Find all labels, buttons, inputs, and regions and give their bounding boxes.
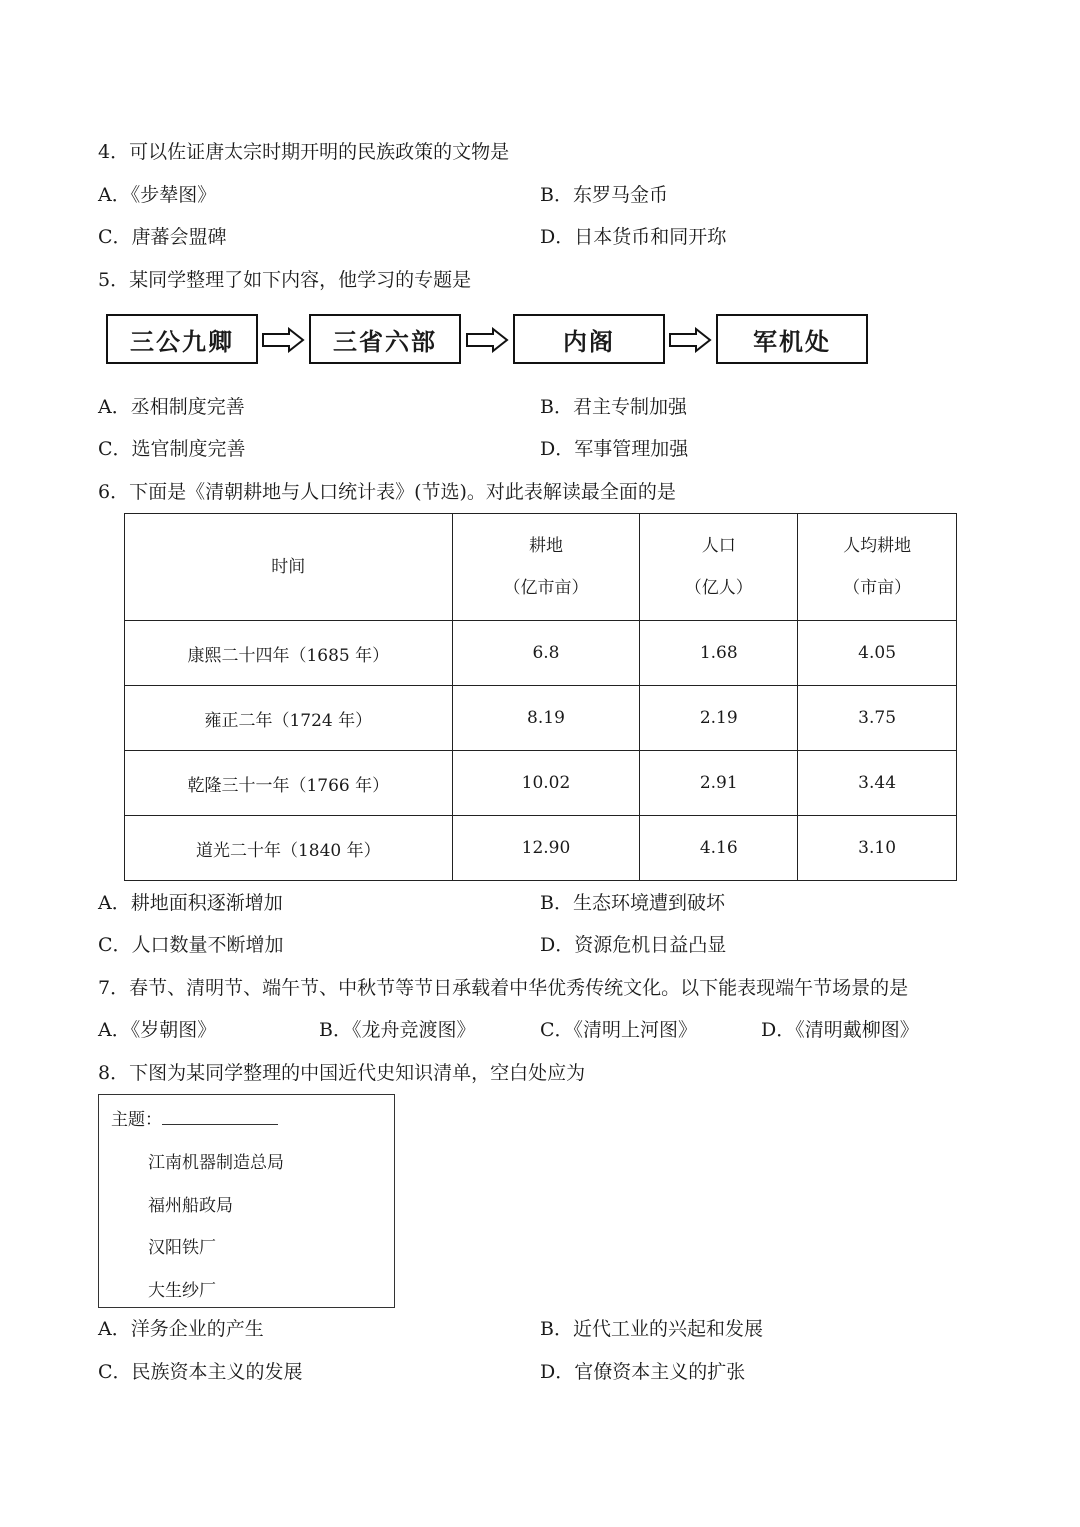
q4-option-a[interactable]: A．《步辇图》	[98, 184, 217, 206]
header-cell-per-capita: 人均耕地 （市亩）	[798, 514, 957, 621]
q4-option-d[interactable]: D．日本货币和同开珎	[540, 226, 727, 248]
cell-time: 康熙二十四年（1685 年）	[125, 621, 453, 686]
cell-time: 雍正二年（1724 年）	[125, 686, 453, 751]
knowledge-checklist-box	[98, 1094, 395, 1308]
cell-land: 12.90	[452, 816, 640, 881]
q8-option-a[interactable]: A．洋务企业的产生	[98, 1318, 264, 1340]
q6-option-b[interactable]: B．生态环境遭到破坏	[540, 892, 725, 914]
q4-option-b[interactable]: B．东罗马金币	[540, 184, 668, 206]
question-5-stem: 5．某同学整理了如下内容，他学习的专题是	[98, 269, 472, 291]
cell-land: 8.19	[452, 686, 640, 751]
table-row	[125, 816, 957, 881]
flow-arrow-icon	[668, 327, 712, 353]
q5-option-c[interactable]: C．选官制度完善	[98, 438, 246, 460]
table-header-row	[125, 514, 957, 621]
cell-population: 2.19	[640, 686, 798, 751]
cell-population: 1.68	[640, 621, 798, 686]
cell-per-capita: 3.75	[798, 686, 957, 751]
q7-option-a[interactable]: A．《岁朝图》	[98, 1019, 217, 1041]
q4-option-c[interactable]: C．唐蕃会盟碑	[98, 226, 227, 248]
cell-time: 乾隆三十一年（1766 年）	[125, 751, 453, 816]
flow-step-2: 三省六部	[309, 314, 461, 364]
flow-step-1: 三公九卿	[106, 314, 258, 364]
cell-time: 道光二十年（1840 年）	[125, 816, 453, 881]
table-row	[125, 686, 957, 751]
list-item: 福州船政局	[148, 1196, 233, 1216]
question-6-stem: 6．下面是《清朝耕地与人口统计表》(节选)。对此表解读最全面的是	[98, 481, 676, 503]
question-4-stem: 4．可以佐证唐太宗时期开明的民族政策的文物是	[98, 141, 510, 163]
q7-option-c[interactable]: C．《清明上河图》	[540, 1019, 698, 1041]
q6-option-c[interactable]: C．人口数量不断增加	[98, 934, 284, 956]
q5-option-a[interactable]: A．丞相制度完善	[98, 396, 245, 418]
cell-per-capita: 3.44	[798, 751, 957, 816]
q8-option-c[interactable]: C．民族资本主义的发展	[98, 1361, 303, 1383]
q8-option-b[interactable]: B．近代工业的兴起和发展	[540, 1318, 763, 1340]
qing-statistics-table	[124, 513, 957, 881]
q8-option-d[interactable]: D．官僚资本主义的扩张	[540, 1361, 746, 1383]
q6-option-a[interactable]: A．耕地面积逐渐增加	[98, 892, 283, 914]
flow-step-4: 军机处	[716, 314, 868, 364]
cell-land: 6.8	[452, 621, 640, 686]
header-cell-land: 耕地 （亿市亩）	[452, 514, 640, 621]
q7-option-d[interactable]: D．《清明戴柳图》	[761, 1019, 919, 1041]
checklist-title: 主题：	[111, 1105, 278, 1130]
q6-option-d[interactable]: D．资源危机日益凸显	[540, 934, 727, 956]
header-cell-population: 人口 （亿人）	[640, 514, 798, 621]
cell-population: 2.91	[640, 751, 798, 816]
cell-per-capita: 3.10	[798, 816, 957, 881]
question-8-stem: 8．下图为某同学整理的中国近代史知识清单，空白处应为	[98, 1062, 586, 1084]
question-7-stem: 7．春节、清明节、端午节、中秋节等节日承载着中华优秀传统文化。以下能表现端午节场景的是	[98, 977, 909, 999]
flow-step-3: 内阁	[513, 314, 665, 364]
flow-arrow-icon	[261, 327, 305, 353]
list-item: 汉阳铁厂	[148, 1238, 216, 1258]
answer-blank	[162, 1108, 278, 1125]
flow-arrow-icon	[465, 327, 509, 353]
header-cell-time: 时间	[125, 514, 453, 621]
list-item: 江南机器制造总局	[148, 1153, 284, 1173]
table-row	[125, 751, 957, 816]
cell-per-capita: 4.05	[798, 621, 957, 686]
q5-option-d[interactable]: D．军事管理加强	[540, 438, 689, 460]
q7-option-b[interactable]: B．《龙舟竞渡图》	[319, 1019, 476, 1041]
cell-land: 10.02	[452, 751, 640, 816]
cell-population: 4.16	[640, 816, 798, 881]
list-item: 大生纱厂	[148, 1281, 216, 1301]
q5-option-b[interactable]: B．君主专制加强	[540, 396, 687, 418]
table-row	[125, 621, 957, 686]
